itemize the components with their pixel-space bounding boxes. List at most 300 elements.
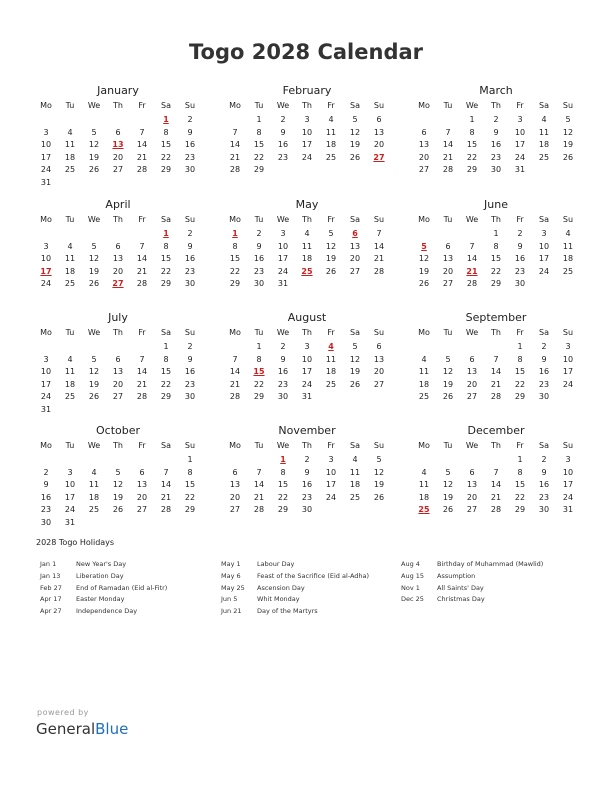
day-cell: 12 [88, 254, 100, 263]
day-cell: 5 [565, 115, 571, 124]
day-cell: 30 [184, 392, 196, 401]
weekday-header: Th [491, 101, 501, 110]
day-cell: 14 [136, 140, 148, 149]
day-cell: 24 [562, 492, 574, 502]
weekday-header: Th [113, 215, 123, 224]
day-cell: 14 [160, 480, 172, 489]
day-cell: 30 [277, 392, 289, 401]
weekday-header: We [276, 101, 290, 110]
day-cell: 5 [115, 467, 121, 477]
weekday-header: Th [302, 441, 312, 450]
day-cell: 30 [253, 279, 265, 288]
weekday-header: Tu [443, 215, 453, 224]
day-cell: 27 [418, 165, 430, 174]
holiday-day: 6 [352, 229, 358, 238]
day-cell: 20 [373, 140, 385, 149]
day-cell: 4 [328, 115, 334, 124]
day-cell: 2 [43, 467, 49, 477]
day-cell: 11 [349, 467, 361, 477]
day-cell: 1 [187, 455, 193, 464]
day-cell: 19 [112, 492, 124, 502]
day-cell: 7 [376, 229, 382, 238]
day-cell: 8 [256, 354, 262, 364]
day-cell: 8 [187, 467, 193, 477]
day-cell: 31 [64, 517, 76, 527]
day-cell: 24 [325, 492, 337, 502]
day-cell: 14 [136, 367, 148, 376]
day-cell: 16 [538, 367, 550, 376]
month-name: January [97, 84, 139, 97]
weekday-header: We [87, 441, 101, 450]
day-cell: 21 [490, 379, 502, 389]
day-cell: 20 [136, 492, 148, 502]
day-cell: 21 [136, 266, 148, 276]
holiday-name: Easter Monday [76, 595, 125, 604]
day-cell: 22 [160, 266, 172, 276]
month-name: March [479, 84, 513, 97]
day-cell: 5 [352, 342, 358, 351]
day-cell: 11 [301, 241, 313, 251]
day-cell: 5 [352, 115, 358, 124]
day-cell: 17 [514, 140, 526, 149]
day-cell: 11 [538, 127, 550, 137]
weekday-header: Th [113, 328, 123, 337]
day-cell: 17 [301, 367, 313, 376]
holiday-day: 13 [112, 140, 124, 149]
day-cell: 24 [301, 152, 313, 162]
weekday-header: Tu [443, 328, 453, 337]
day-cell: 20 [373, 367, 385, 376]
day-cell: 28 [490, 505, 502, 514]
weekday-header: Mo [40, 101, 52, 110]
weekday-header: Mo [229, 328, 241, 337]
day-cell: 5 [91, 354, 97, 364]
holiday-name: Christmas Day [437, 595, 485, 604]
day-cell: 20 [466, 379, 478, 389]
holiday-day: 27 [373, 152, 385, 162]
day-cell: 18 [301, 254, 313, 263]
day-cell: 24 [40, 279, 52, 288]
weekday-header: Tu [65, 328, 75, 337]
holiday-day: 1 [163, 229, 169, 238]
weekday-header: Th [491, 328, 501, 337]
day-cell: 2 [517, 229, 523, 238]
day-cell: 13 [442, 254, 454, 263]
weekday-header: We [276, 441, 290, 450]
day-cell: 17 [64, 492, 76, 502]
day-cell: 23 [490, 152, 502, 162]
day-cell: 11 [64, 367, 76, 376]
day-cell: 12 [88, 367, 100, 376]
day-cell: 8 [493, 241, 499, 251]
day-cell: 1 [517, 342, 523, 351]
day-cell: 5 [445, 467, 451, 477]
day-cell: 18 [418, 379, 430, 389]
day-cell: 5 [328, 229, 334, 238]
day-cell: 11 [418, 367, 430, 376]
day-cell: 7 [256, 467, 262, 477]
day-cell: 10 [64, 480, 76, 489]
day-cell: 29 [229, 279, 241, 288]
day-cell: 13 [466, 480, 478, 489]
day-cell: 7 [232, 354, 238, 364]
weekday-header: Fr [327, 101, 335, 110]
day-cell: 8 [163, 241, 169, 251]
day-cell: 2 [256, 229, 262, 238]
day-cell: 27 [136, 505, 148, 514]
day-cell: 22 [490, 266, 502, 276]
day-cell: 12 [88, 140, 100, 149]
day-cell: 21 [490, 492, 502, 502]
weekday-header: Fr [516, 328, 524, 337]
holiday-name: All Saints' Day [437, 583, 484, 592]
holiday-day: 15 [253, 367, 265, 376]
day-cell: 26 [442, 505, 454, 514]
day-cell: 2 [541, 455, 547, 464]
day-cell: 20 [229, 492, 241, 502]
day-cell: 4 [421, 354, 427, 364]
day-cell: 23 [253, 266, 265, 276]
day-cell: 23 [40, 505, 52, 514]
day-cell: 21 [160, 492, 172, 502]
day-cell: 10 [40, 367, 52, 376]
day-cell: 16 [184, 367, 196, 376]
page-title: Togo 2028 Calendar [188, 40, 424, 64]
weekday-header: Sa [350, 215, 360, 224]
weekday-header: Tu [254, 215, 264, 224]
day-cell: 14 [229, 140, 241, 149]
day-cell: 5 [91, 127, 97, 137]
day-cell: 1 [493, 229, 499, 238]
weekday-header: Fr [327, 215, 335, 224]
day-cell: 13 [418, 140, 430, 149]
day-cell: 22 [229, 266, 241, 276]
month-name: December [467, 424, 525, 437]
day-cell: 29 [160, 279, 172, 288]
weekday-header: Th [302, 328, 312, 337]
weekday-header: Sa [350, 328, 360, 337]
day-cell: 25 [562, 266, 574, 276]
holiday-day: 25 [418, 505, 430, 514]
holiday-date: Jun 21 [221, 607, 242, 616]
weekday-header: Th [302, 215, 312, 224]
day-cell: 29 [253, 165, 265, 174]
weekday-header: Su [373, 441, 385, 450]
day-cell: 22 [466, 152, 478, 162]
day-cell: 18 [325, 367, 337, 376]
day-cell: 23 [277, 379, 289, 389]
day-cell: 22 [277, 492, 289, 502]
weekday-header: Fr [138, 441, 146, 450]
day-cell: 3 [43, 354, 49, 364]
day-cell: 12 [325, 241, 337, 251]
day-cell: 25 [325, 379, 337, 389]
weekday-header: Fr [516, 101, 524, 110]
day-cell: 6 [445, 241, 451, 251]
day-cell: 25 [88, 505, 100, 514]
day-cell: 13 [466, 367, 478, 376]
day-cell: 15 [466, 140, 478, 149]
weekday-header: Su [184, 101, 196, 110]
day-cell: 14 [490, 480, 502, 489]
day-cell: 18 [562, 254, 574, 263]
day-cell: 11 [64, 254, 76, 263]
day-cell: 27 [466, 392, 478, 401]
day-cell: 12 [349, 127, 361, 137]
day-cell: 4 [541, 115, 547, 124]
day-cell: 18 [64, 152, 76, 162]
holiday-day: 5 [421, 241, 427, 251]
day-cell: 7 [139, 241, 145, 251]
day-cell: 3 [517, 115, 523, 124]
day-cell: 19 [442, 492, 454, 502]
holiday-date: Nov 1 [401, 583, 420, 592]
day-cell: 18 [349, 480, 361, 489]
day-cell: 27 [466, 505, 478, 514]
weekday-header: We [276, 328, 290, 337]
day-cell: 7 [139, 354, 145, 364]
month-name: February [282, 84, 332, 97]
day-cell: 10 [301, 127, 313, 137]
day-cell: 13 [136, 480, 148, 489]
day-cell: 24 [538, 266, 550, 276]
weekday-header: Fr [327, 328, 335, 337]
day-cell: 16 [277, 140, 289, 149]
day-cell: 30 [184, 279, 196, 288]
weekday-header: Mo [418, 101, 430, 110]
day-cell: 23 [538, 492, 550, 502]
day-cell: 25 [538, 152, 550, 162]
weekday-header: Th [491, 215, 501, 224]
day-cell: 26 [442, 392, 454, 401]
holiday-day: 1 [232, 229, 238, 238]
holiday-name: End of Ramadan (Eid al-Fitr) [76, 583, 168, 592]
day-cell: 24 [40, 165, 52, 174]
day-cell: 10 [538, 241, 550, 251]
day-cell: 14 [229, 367, 241, 376]
day-cell: 9 [304, 467, 310, 477]
brand-logo-blue: Blue [95, 720, 129, 738]
day-cell: 26 [349, 379, 361, 389]
holiday-name: Liberation Day [76, 571, 124, 580]
holiday-date: Apr 27 [40, 607, 62, 616]
day-cell: 10 [325, 467, 337, 477]
day-cell: 19 [562, 140, 574, 149]
day-cell: 3 [565, 455, 571, 464]
brand-logo[interactable] [36, 720, 128, 738]
day-cell: 31 [301, 392, 313, 401]
weekday-header: Th [491, 441, 501, 450]
day-cell: 9 [280, 354, 286, 364]
day-cell: 26 [373, 492, 385, 502]
weekday-header: We [465, 215, 479, 224]
day-cell: 26 [418, 279, 430, 288]
day-cell: 21 [136, 379, 148, 389]
weekday-header: Tu [65, 101, 75, 110]
holiday-day: 4 [328, 342, 334, 351]
month-name: July [108, 311, 128, 324]
day-cell: 11 [325, 354, 337, 364]
day-cell: 23 [184, 379, 196, 389]
month-name: November [278, 424, 336, 437]
day-cell: 21 [442, 152, 454, 162]
day-cell: 29 [514, 505, 526, 514]
day-cell: 17 [538, 254, 550, 263]
day-cell: 11 [325, 127, 337, 137]
holiday-date: May 6 [221, 571, 241, 580]
day-cell: 15 [160, 254, 172, 263]
day-cell: 9 [187, 354, 193, 364]
day-cell: 3 [304, 115, 310, 124]
day-cell: 7 [232, 127, 238, 137]
day-cell: 27 [112, 392, 124, 401]
weekday-header: Sa [350, 101, 360, 110]
day-cell: 4 [67, 127, 73, 137]
weekday-header: Fr [138, 215, 146, 224]
weekday-header: Sa [161, 328, 171, 337]
day-cell: 3 [565, 342, 571, 351]
holiday-name: Assumption [437, 571, 476, 580]
weekday-header: Sa [350, 441, 360, 450]
day-cell: 19 [88, 379, 100, 389]
weekday-header: Fr [516, 441, 524, 450]
day-cell: 21 [229, 152, 241, 162]
day-cell: 21 [253, 492, 265, 502]
day-cell: 10 [40, 254, 52, 263]
holiday-name: Ascension Day [257, 583, 305, 592]
day-cell: 25 [64, 279, 76, 288]
day-cell: 14 [466, 254, 478, 263]
day-cell: 25 [64, 165, 76, 174]
day-cell: 19 [88, 266, 100, 276]
day-cell: 2 [187, 115, 193, 124]
day-cell: 26 [349, 152, 361, 162]
day-cell: 8 [517, 467, 523, 477]
day-cell: 29 [277, 505, 289, 514]
day-cell: 24 [40, 392, 52, 401]
day-cell: 26 [112, 505, 124, 514]
day-cell: 18 [88, 492, 100, 502]
day-cell: 4 [304, 229, 310, 238]
day-cell: 8 [232, 241, 238, 251]
day-cell: 23 [301, 492, 313, 502]
day-cell: 17 [40, 379, 52, 389]
day-cell: 9 [256, 241, 262, 251]
day-cell: 2 [187, 229, 193, 238]
day-cell: 13 [112, 254, 124, 263]
day-cell: 23 [277, 152, 289, 162]
day-cell: 25 [418, 392, 430, 401]
day-cell: 10 [562, 354, 574, 364]
weekday-header: Sa [539, 215, 549, 224]
day-cell: 14 [136, 254, 148, 263]
holiday-name: Whit Monday [257, 595, 300, 604]
day-cell: 6 [376, 115, 382, 124]
day-cell: 30 [514, 279, 526, 288]
holiday-day: 27 [112, 279, 124, 288]
day-cell: 20 [349, 254, 361, 263]
weekday-header: Mo [40, 215, 52, 224]
day-cell: 4 [67, 354, 73, 364]
day-cell: 15 [490, 254, 502, 263]
day-cell: 3 [304, 342, 310, 351]
day-cell: 18 [64, 379, 76, 389]
day-cell: 7 [163, 467, 169, 477]
month-name: August [287, 311, 327, 324]
day-cell: 9 [541, 467, 547, 477]
holiday-date: Aug 4 [401, 560, 420, 568]
day-cell: 7 [493, 354, 499, 364]
day-cell: 31 [562, 505, 574, 514]
day-cell: 2 [280, 342, 286, 351]
holiday-day: 1 [163, 115, 169, 124]
day-cell: 31 [40, 177, 52, 187]
day-cell: 21 [373, 254, 385, 263]
day-cell: 6 [115, 127, 121, 137]
day-cell: 15 [514, 480, 526, 489]
day-cell: 28 [136, 392, 148, 401]
weekday-header: We [87, 215, 101, 224]
day-cell: 28 [466, 279, 478, 288]
day-cell: 16 [184, 254, 196, 263]
holiday-name: Labour Day [257, 560, 295, 568]
day-cell: 20 [442, 266, 454, 276]
day-cell: 18 [64, 266, 76, 276]
day-cell: 28 [136, 165, 148, 174]
day-cell: 10 [514, 127, 526, 137]
weekday-header: Tu [443, 441, 453, 450]
holiday-date: Aug 15 [401, 571, 425, 580]
weekday-header: Mo [229, 215, 241, 224]
weekday-header: We [465, 101, 479, 110]
day-cell: 1 [256, 115, 262, 124]
day-cell: 3 [541, 229, 547, 238]
day-cell: 24 [562, 379, 574, 389]
holiday-date: Jun 5 [221, 595, 238, 604]
holiday-name: Day of the Martyrs [257, 607, 318, 616]
day-cell: 4 [421, 467, 427, 477]
day-cell: 3 [280, 229, 286, 238]
day-cell: 15 [514, 367, 526, 376]
day-cell: 16 [277, 367, 289, 376]
day-cell: 8 [256, 127, 262, 137]
weekday-header: Mo [418, 215, 430, 224]
day-cell: 15 [253, 140, 265, 149]
day-cell: 4 [67, 241, 73, 251]
holidays-heading: 2028 Togo Holidays [36, 538, 115, 547]
weekday-header: Tu [65, 441, 75, 450]
day-cell: 12 [562, 127, 574, 137]
weekday-header: Fr [516, 215, 524, 224]
month-name: May [295, 198, 319, 211]
day-cell: 30 [184, 165, 196, 174]
weekday-header: Th [302, 101, 312, 110]
weekday-header: Su [562, 328, 574, 337]
day-cell: 1 [163, 342, 169, 351]
weekday-header: We [465, 328, 479, 337]
day-cell: 17 [40, 152, 52, 162]
day-cell: 12 [418, 254, 430, 263]
day-cell: 10 [562, 467, 574, 477]
day-cell: 28 [373, 266, 385, 276]
day-cell: 3 [43, 127, 49, 137]
day-cell: 13 [112, 367, 124, 376]
day-cell: 13 [229, 480, 241, 489]
day-cell: 12 [349, 354, 361, 364]
day-cell: 22 [514, 379, 526, 389]
day-cell: 25 [325, 152, 337, 162]
holiday-date: Jan 13 [40, 571, 61, 580]
